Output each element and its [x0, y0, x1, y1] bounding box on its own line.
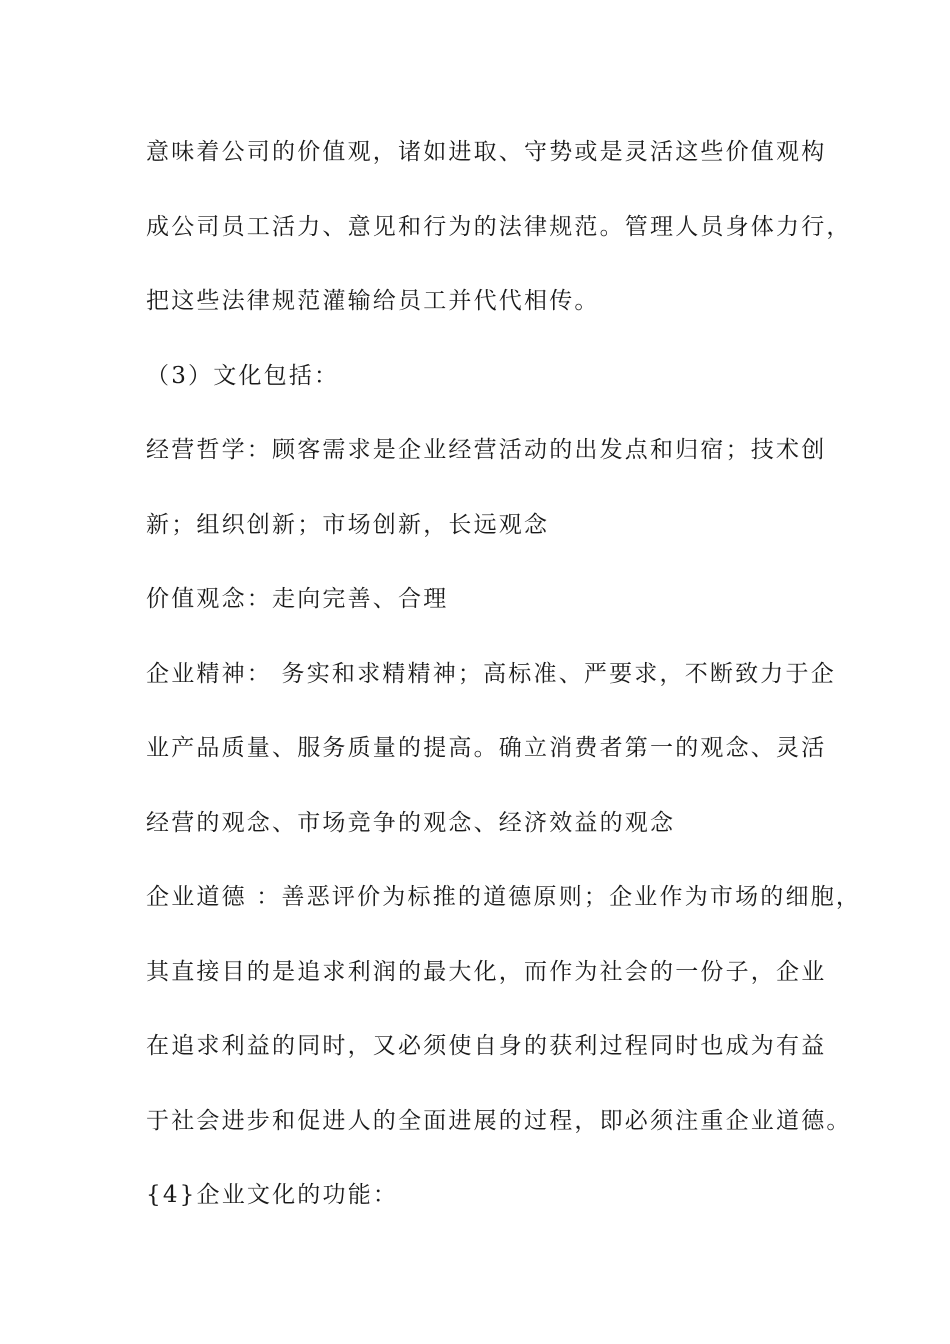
- section-heading: （3）文化包括：: [146, 363, 340, 389]
- body-text-line: 业产品质量、服务质量的提高。确立消费者第一的观念、灵活: [146, 735, 827, 761]
- body-text-line: 企业精神： 务实和求精精神；高标准、严要求，不断致力于企: [146, 661, 836, 687]
- body-text-line: 价值观念：走向完善、合理: [146, 586, 449, 612]
- body-text-line: 企业道德 ：善恶评价为标推的道德原则；企业作为市场的细胞，: [146, 884, 862, 910]
- section-heading: {4}企业文化的功能：: [146, 1182, 399, 1208]
- body-text-line: 意味着公司的价值观，诸如进取、守势或是灵活这些价值观构: [146, 139, 827, 165]
- body-text-line: 其直接目的是追求利润的最大化，而作为社会的一份子，企业: [146, 959, 827, 985]
- body-text-line: 经营的观念、市场竞争的观念、经济效益的观念: [146, 810, 676, 836]
- body-text-line: 新；组织创新；市场创新，长远观念: [146, 512, 550, 538]
- body-text-line: 成公司员工活力、意见和行为的法律规范。管理人员身体力行，: [146, 214, 852, 240]
- body-text-line: 在追求利益的同时，又必须使自身的获利过程同时也成为有益: [146, 1033, 827, 1059]
- body-text-line: 于社会进步和促进人的全面进展的过程，即必须注重企业道德。: [146, 1108, 852, 1134]
- body-text-line: 把这些法律规范灌输给员工并代代相传。: [146, 288, 600, 314]
- body-text-line: 经营哲学：顾客需求是企业经营活动的出发点和归宿；技术创: [146, 437, 827, 463]
